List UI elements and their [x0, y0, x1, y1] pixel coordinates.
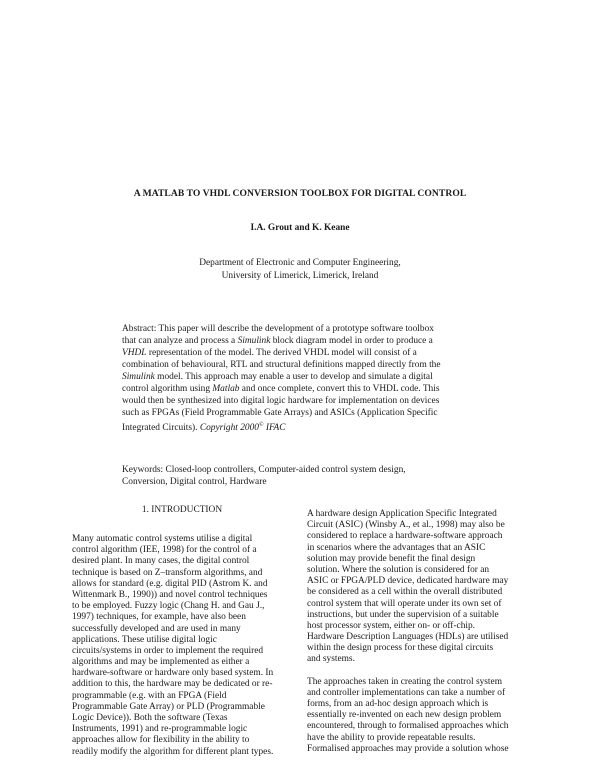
body-text-line: 1997) techniques, for example, have also been — [72, 612, 246, 623]
ifac-label: IFAC — [263, 423, 286, 433]
body-text-line: within the design process for these digital circuits — [307, 643, 494, 654]
keywords-line: Conversion, Digital control, Hardware — [122, 477, 267, 488]
body-text-line: desired plant. In many cases, the digital control — [72, 556, 250, 567]
keywords-line: Keywords: Closed-loop controllers, Computer-aided control system design, — [122, 465, 406, 475]
body-text-line: allows for standard (e.g. digital PID (Astrom K. and — [72, 578, 268, 589]
affiliation-line: Department of Electronic and Computer Engineering, — [199, 258, 401, 268]
body-text-line: Hardware Description Languages (HDLs) are utilised — [307, 632, 509, 643]
abstract-line: Abstract: This paper will describe the development of a prototype software toolbox — [122, 324, 434, 334]
paper-title: A MATLAB TO VHDL CONVERSION TOOLBOX FOR DIGITAL CONTROL — [133, 188, 467, 199]
body-text-line: be considered as a cell within the overall distributed — [307, 587, 503, 598]
section-heading: 1. INTRODUCTION — [141, 505, 223, 515]
body-text-line: considered to replace a hardware-software approach — [307, 531, 503, 542]
body-text-line: technique is based on Z–transform algorithms, and — [72, 567, 263, 578]
body-text-line: Formalised approaches may provide a solution whose — [307, 743, 509, 754]
body-text-line: The approaches taken in creating the control system — [307, 676, 502, 687]
body-text-line: have the ability to provide repeatable results. — [307, 732, 476, 743]
body-text-line: circuits/systems in order to implement the required — [72, 645, 264, 656]
body-text-line: addition to this, the hardware may be dedicated or re- — [72, 679, 273, 690]
abstract-line: Integrated Circuits). Copyright 2000© IFAC — [122, 422, 286, 433]
body-text-line: Instruments, 1991) and re-programmable logic — [72, 724, 248, 735]
body-text-line: Wittenmark B., 1990)) and novel control techniques — [72, 589, 268, 600]
body-text-line: control algorithm (IEE, 1998) for the control of a — [72, 545, 257, 556]
body-text-line: Programmable Gate Array) or PLD (Programmable — [72, 701, 265, 712]
body-text-line: and controller implementations can take a number of — [307, 687, 506, 698]
copyright-symbol: © — [258, 422, 264, 428]
abstract — [122, 323, 484, 431]
simulink-term: Simulink — [122, 372, 155, 382]
body-text-line: essentially re-invented on each new design problem — [307, 710, 502, 721]
body-text-line: to be employed. Fuzzy logic (Chang H. and Gau J., — [72, 601, 265, 612]
body-text-line: readily modify the algorithm for different plant types. — [72, 746, 274, 757]
body-text-line: forms, from an ad-hoc design approach which is — [307, 699, 489, 709]
abstract-line: Simulink model. This approach may enable a user to develop and simulate a digital — [122, 372, 433, 382]
body-text-line: solution may provide benefit the final design — [307, 553, 476, 564]
affiliation — [60, 257, 540, 282]
body-text-line: instructions, but under the supervision of a suitable — [307, 609, 499, 620]
body-text-line: A hardware design Application Specific Integrated — [307, 509, 497, 519]
paragraph-gap — [307, 666, 527, 677]
left-column — [72, 534, 292, 758]
right-column — [307, 509, 527, 755]
abstract-line: control algorithm using Matlab and once complete, convert this to VHDL code. This — [122, 384, 440, 394]
body-text-line: approaches allow for flexibility in the ability to — [72, 735, 250, 746]
body-text-line: ASIC or FPGA/PLD device, dedicated hardware may — [307, 576, 509, 587]
paper-authors: I.A. Grout and K. Keane — [250, 223, 350, 233]
body-text-line: control system that will operate under its own set of — [307, 598, 502, 609]
body-text-line: applications. These utilise digital logic — [72, 634, 217, 645]
matlab-term: Matlab — [212, 384, 240, 394]
body-text-line: successfully developed and are used in many — [72, 623, 241, 634]
keywords — [122, 464, 484, 488]
abstract-line: combination of behavioural, RTL and structural definitions mapped directly from the — [122, 360, 441, 370]
abstract-line: VHDL representation of the model. The derived VHDL model will consist of a — [122, 348, 417, 358]
body-text-line: in scenarios where the advantages that an ASIC — [307, 542, 486, 553]
body-text-line: programmable (e.g. with an FPGA (Field — [72, 690, 227, 701]
body-text-line: algorithms and may be implemented as either a — [72, 657, 250, 668]
abstract-line: would then be synthesized into digital logic hardware for implementation on devices — [122, 396, 440, 406]
body-text-line: encountered, through to formalised approaches which — [307, 721, 509, 732]
abstract-line: that can analyze and process a Simulink block diagram model in order to produce a — [122, 336, 433, 346]
body-text-line: solution. Where the solution is considered for an — [307, 564, 490, 575]
body-text-line: Circuit (ASIC) (Winsby A., et al., 1998) may also be — [307, 520, 505, 531]
body-text-line: host processor system, either on- or off-chip. — [307, 620, 476, 631]
abstract-line: such as FPGAs (Field Programmable Gate Arrays) and ASICs (Application Specific — [122, 408, 438, 418]
body-text-line: and systems. — [307, 654, 355, 665]
simulink-term: Simulink — [237, 336, 271, 346]
vhdl-term: VHDL — [122, 348, 147, 358]
affiliation-line: University of Limerick, Limerick, Ireland — [221, 270, 379, 281]
body-text-line: Many automatic control systems utilise a digital — [72, 534, 253, 544]
body-text-line: hardware-software or hardware only based system. In — [72, 668, 274, 679]
copyright-notice: Copyright 2000 — [199, 423, 259, 433]
body-text-line: Logic Device)). Both the software (Texas — [72, 713, 228, 723]
